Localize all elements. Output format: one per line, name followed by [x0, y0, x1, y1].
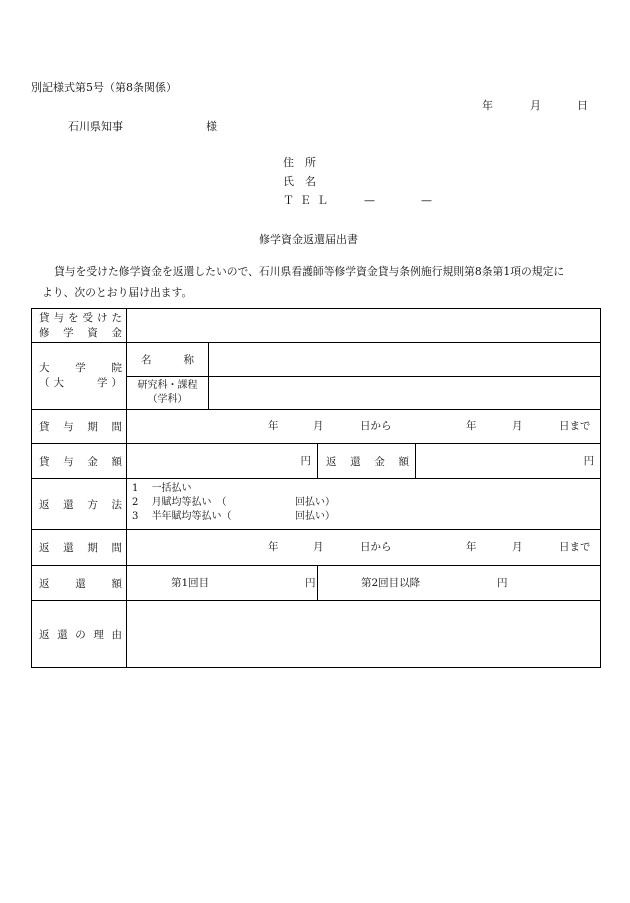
loan-amount-yen: 円: [300, 455, 311, 467]
method-option-3[interactable]: [132, 512, 232, 522]
department-label-1: 研究科・課程: [137, 380, 198, 391]
loan-amount-label: 貸与金額: [32, 444, 127, 479]
row-repay-period: [32, 530, 601, 566]
method-1-text: 一括払い: [151, 483, 192, 494]
repay-period-day-1: 日から: [360, 541, 392, 553]
date-day: 日: [577, 99, 588, 112]
repay-period-year-1: 年: [268, 541, 279, 553]
repay-method-value[interactable]: [127, 479, 601, 530]
method-option-2[interactable]: [132, 498, 227, 508]
department-label-2: （学科）: [147, 394, 188, 405]
tel-dash-1: —: [364, 194, 375, 207]
school-name-label: 名 称: [141, 354, 194, 366]
repay-amount-yen: 円: [583, 455, 595, 467]
row-repay-method: [32, 479, 601, 530]
university-label-2: （大 学）: [39, 377, 122, 389]
row-amounts: [32, 444, 601, 479]
reason-label: 返還の理由: [32, 601, 127, 668]
method-option-1[interactable]: [132, 484, 192, 494]
loan-period-month-1: 月: [313, 420, 324, 432]
second-installment-yen: 円: [497, 577, 508, 589]
repay-period-year-2: 年: [466, 541, 477, 553]
row-university-name: [32, 343, 601, 377]
loan-period-year-1: 年: [268, 420, 279, 432]
tel-dash-2: —: [421, 194, 432, 207]
name-label: 氏 名: [283, 175, 316, 188]
document-title: 修学資金返還届出書: [259, 233, 358, 246]
second-installment-label: 第2回目以降: [361, 577, 421, 589]
method-2-num: 2: [132, 497, 139, 508]
form-number: 別記様式第5号（第8条関係）: [31, 81, 177, 94]
university-label-cell: [32, 343, 127, 410]
intro-line-1: 貸与を受けた修学資金を返還したいので、石川県看護師等修学資金貸与条例施行規則第8条第1項の規定に: [54, 265, 565, 278]
repay-period-month-2: 月: [512, 541, 523, 553]
loan-period-label: 貸与期間: [32, 410, 127, 444]
addressee: 石川県知事: [68, 120, 123, 133]
tel-label: ＴＥＬ: [283, 194, 334, 207]
method-2-text: 月賦均等払い （: [151, 497, 227, 508]
department-value[interactable]: [209, 377, 601, 410]
loan-funds-label-cell: [32, 309, 127, 343]
repay-period-month-1: 月: [313, 541, 324, 553]
date-year: 年: [482, 99, 493, 112]
address-label: 住 所: [283, 156, 316, 169]
loan-period-day-2: 日まで: [559, 420, 591, 432]
method-3-text: 半年賦均等払い（: [151, 511, 232, 522]
first-installment-yen: 円: [305, 577, 316, 589]
method-2-count: 回払い）: [295, 497, 335, 508]
loan-funds-label-1: 貸与を受けた: [39, 311, 122, 324]
repay-amount-label: 返還金額: [318, 444, 416, 479]
repay-amount-value[interactable]: [416, 444, 601, 479]
first-installment-label: 第1回目: [171, 577, 210, 589]
row-loan-funds: [32, 309, 601, 343]
loan-amount-value[interactable]: [127, 444, 318, 479]
school-name-label-cell: [127, 343, 209, 377]
repay-period-day-2: 日まで: [559, 541, 591, 553]
loan-funds-label-2: 修学資金: [39, 326, 122, 339]
university-label-1: 大 学 院: [39, 362, 122, 374]
loan-period-year-2: 年: [466, 420, 477, 432]
method-3-count: 回払い）: [295, 511, 335, 522]
intro-line-2: より、次のとおり届け出ます。: [42, 286, 193, 299]
installment-label: 返還額: [32, 566, 127, 601]
repay-period-label: 返還期間: [32, 530, 127, 566]
row-installment: [32, 566, 601, 601]
loan-period-month-2: 月: [512, 420, 523, 432]
repay-period-value[interactable]: [127, 530, 601, 566]
loan-period-value[interactable]: [127, 410, 601, 444]
loan-funds-value[interactable]: [127, 309, 601, 343]
method-3-num: 3: [132, 511, 139, 522]
reason-value[interactable]: [127, 601, 601, 668]
honorific: 様: [206, 120, 217, 133]
row-loan-period: [32, 410, 601, 444]
row-reason: [32, 601, 601, 668]
loan-period-day-1: 日から: [360, 420, 392, 432]
school-name-value[interactable]: [209, 343, 601, 377]
method-1-num: 1: [132, 483, 139, 494]
repay-method-label: 返還方法: [32, 479, 127, 530]
return-form-table: [31, 308, 601, 668]
date-month: 月: [530, 99, 541, 112]
department-label-cell: [127, 377, 209, 410]
first-installment-value[interactable]: [127, 566, 318, 601]
second-installment-value[interactable]: [318, 566, 601, 601]
